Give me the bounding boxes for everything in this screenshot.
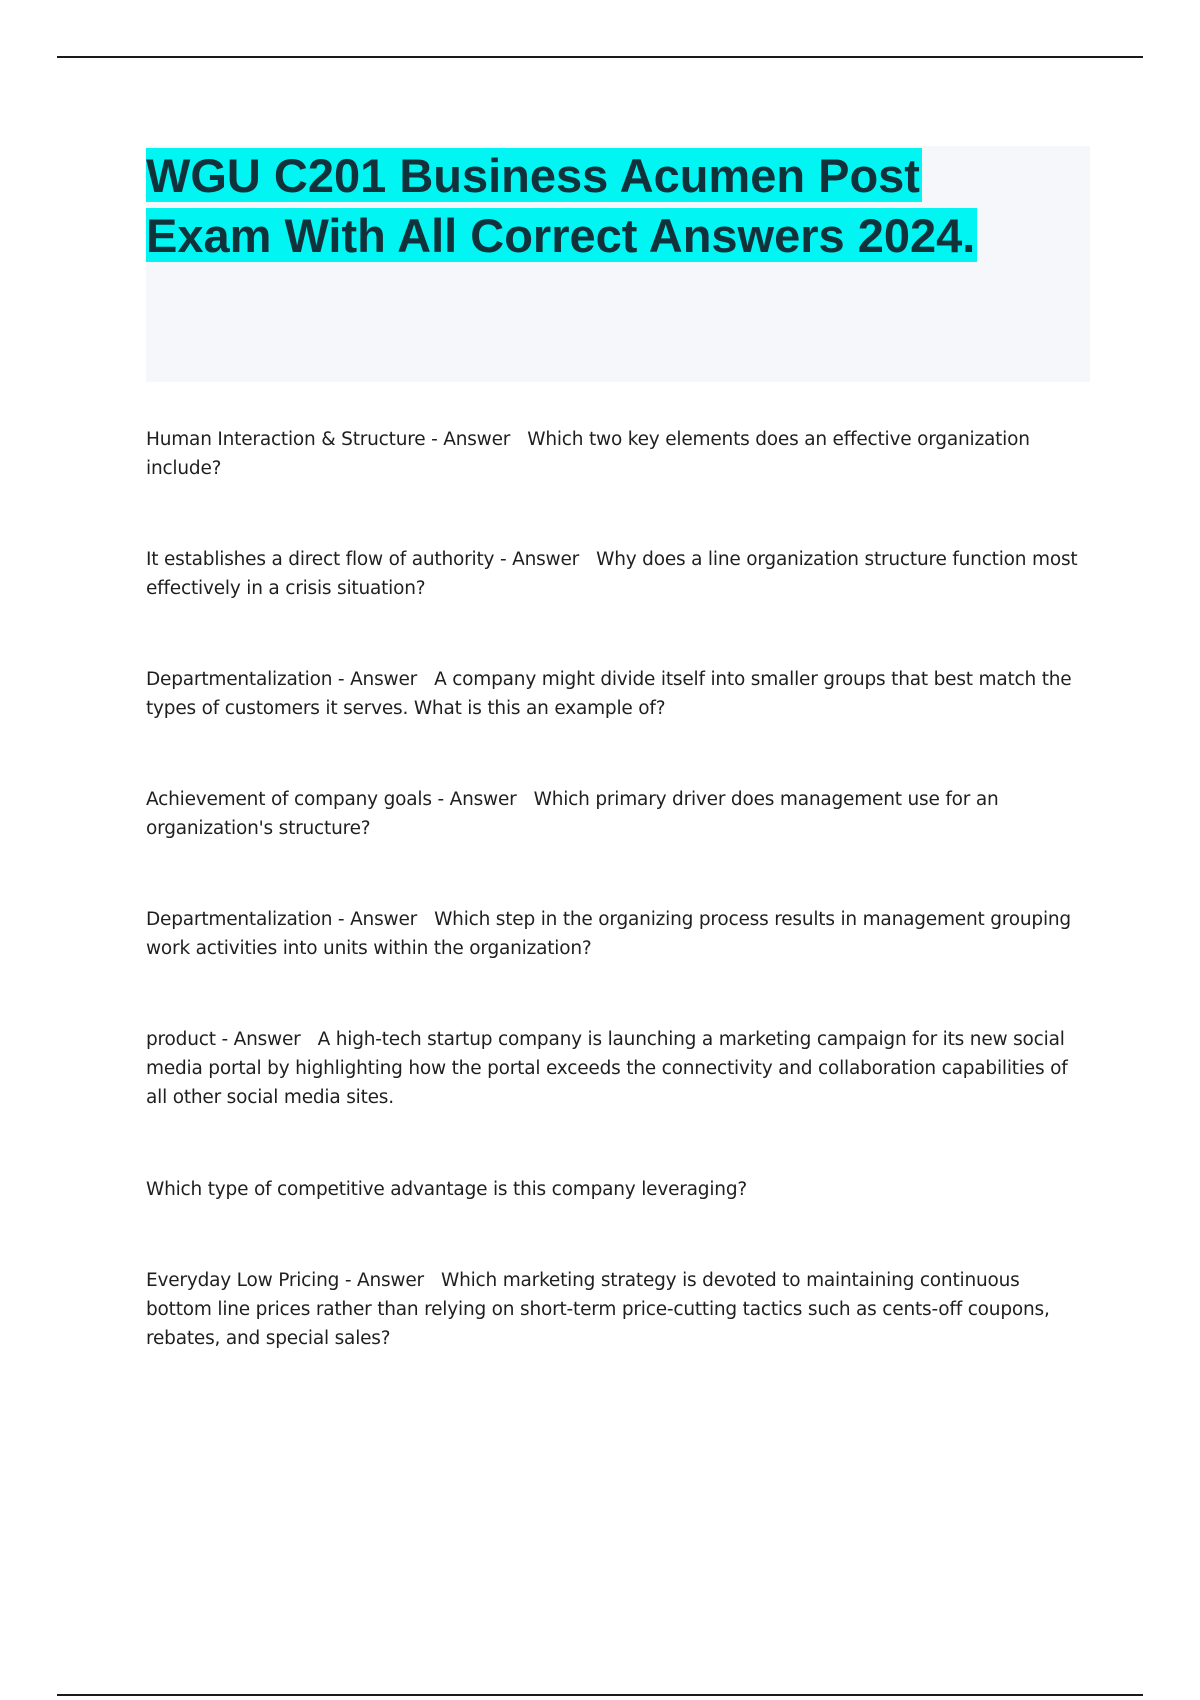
title-line-1: WGU C201 Business Acumen Post bbox=[146, 149, 920, 202]
answer-text: Achievement of company goals bbox=[146, 789, 432, 810]
qa-item-2: It establishes a direct flow of authority - Answer Why does a line organization structure function most effectively in a crisis situation? bbox=[146, 549, 1078, 599]
question-text: Which primary driver does management use for an organization's structure? bbox=[146, 789, 999, 839]
title-box bbox=[146, 146, 1090, 382]
qa-item-8: Everyday Low Pricing - Answer Which marketing strategy is devoted to maintaining continuous bottom line prices rather than relying on short-term price-cutting tactics such as cents-off coupons, rebates, and special sales? bbox=[146, 1270, 1050, 1349]
answer-label: Answer bbox=[357, 1270, 424, 1291]
answer-label: Answer bbox=[350, 669, 418, 690]
top-rule bbox=[57, 56, 1143, 58]
qa-item-5: Departmentalization - Answer Which step in the organizing process results in management grouping work activities into units within the organization? bbox=[146, 909, 1071, 959]
qa-item-7 bbox=[146, 1175, 1090, 1204]
question-text: A company might divide itself into smaller groups that best match the types of customers it serves. What is this an example of? bbox=[146, 669, 1072, 719]
document-title bbox=[146, 146, 1090, 266]
question-text: Which step in the organizing process results in management grouping work activities into units within the organization? bbox=[146, 909, 1071, 959]
question-text: Which type of competitive advantage is this company leveraging? bbox=[146, 1179, 747, 1200]
question-text: Why does a line organization structure function most effectively in a crisis situation? bbox=[146, 549, 1078, 599]
bottom-rule bbox=[57, 1694, 1143, 1696]
answer-text: Departmentalization bbox=[146, 669, 333, 690]
answer-label: Answer bbox=[449, 789, 517, 810]
question-text: A high-tech startup company is launching a marketing campaign for its new social media portal by highlighting how the portal exceeds the connectivity and collaboration capabilities of all other social media sites. bbox=[146, 1029, 1068, 1108]
qa-item-4: Achievement of company goals - Answer Which primary driver does management use for an organization's structure? bbox=[146, 789, 999, 839]
answer-text: Departmentalization bbox=[146, 909, 333, 930]
answer-text: It establishes a direct flow of authority bbox=[146, 549, 495, 570]
question-text: Which marketing strategy is devoted to maintaining continuous bottom line prices rather than relying on short-term price-cutting tactics such as cents-off coupons, rebates, and special sales? bbox=[146, 1270, 1050, 1349]
answer-text: product bbox=[146, 1029, 216, 1050]
answer-label: Answer bbox=[443, 429, 511, 450]
qa-item-6: product - Answer A high-tech startup company is launching a marketing campaign for its new social media portal by highlighting how the portal exceeds the connectivity and collaboration capabilities of all other social media sites. bbox=[146, 1029, 1068, 1108]
answer-label: Answer bbox=[350, 909, 418, 930]
question-text: Which two key elements does an effective organization include? bbox=[146, 429, 1030, 479]
qa-item-1: Human Interaction & Structure - Answer Which two key elements does an effective organization include? bbox=[146, 429, 1030, 479]
answer-text: Everyday Low Pricing bbox=[146, 1270, 340, 1291]
answer-text: Human Interaction & Structure bbox=[146, 429, 426, 450]
title-line-2: Exam With All Correct Answers 2024. bbox=[146, 209, 976, 262]
qa-item-3: Departmentalization - Answer A company might divide itself into smaller groups that best match the types of customers it serves. What is this an example of? bbox=[146, 669, 1072, 719]
answer-label: Answer bbox=[233, 1029, 301, 1050]
answer-label: Answer bbox=[512, 549, 580, 570]
